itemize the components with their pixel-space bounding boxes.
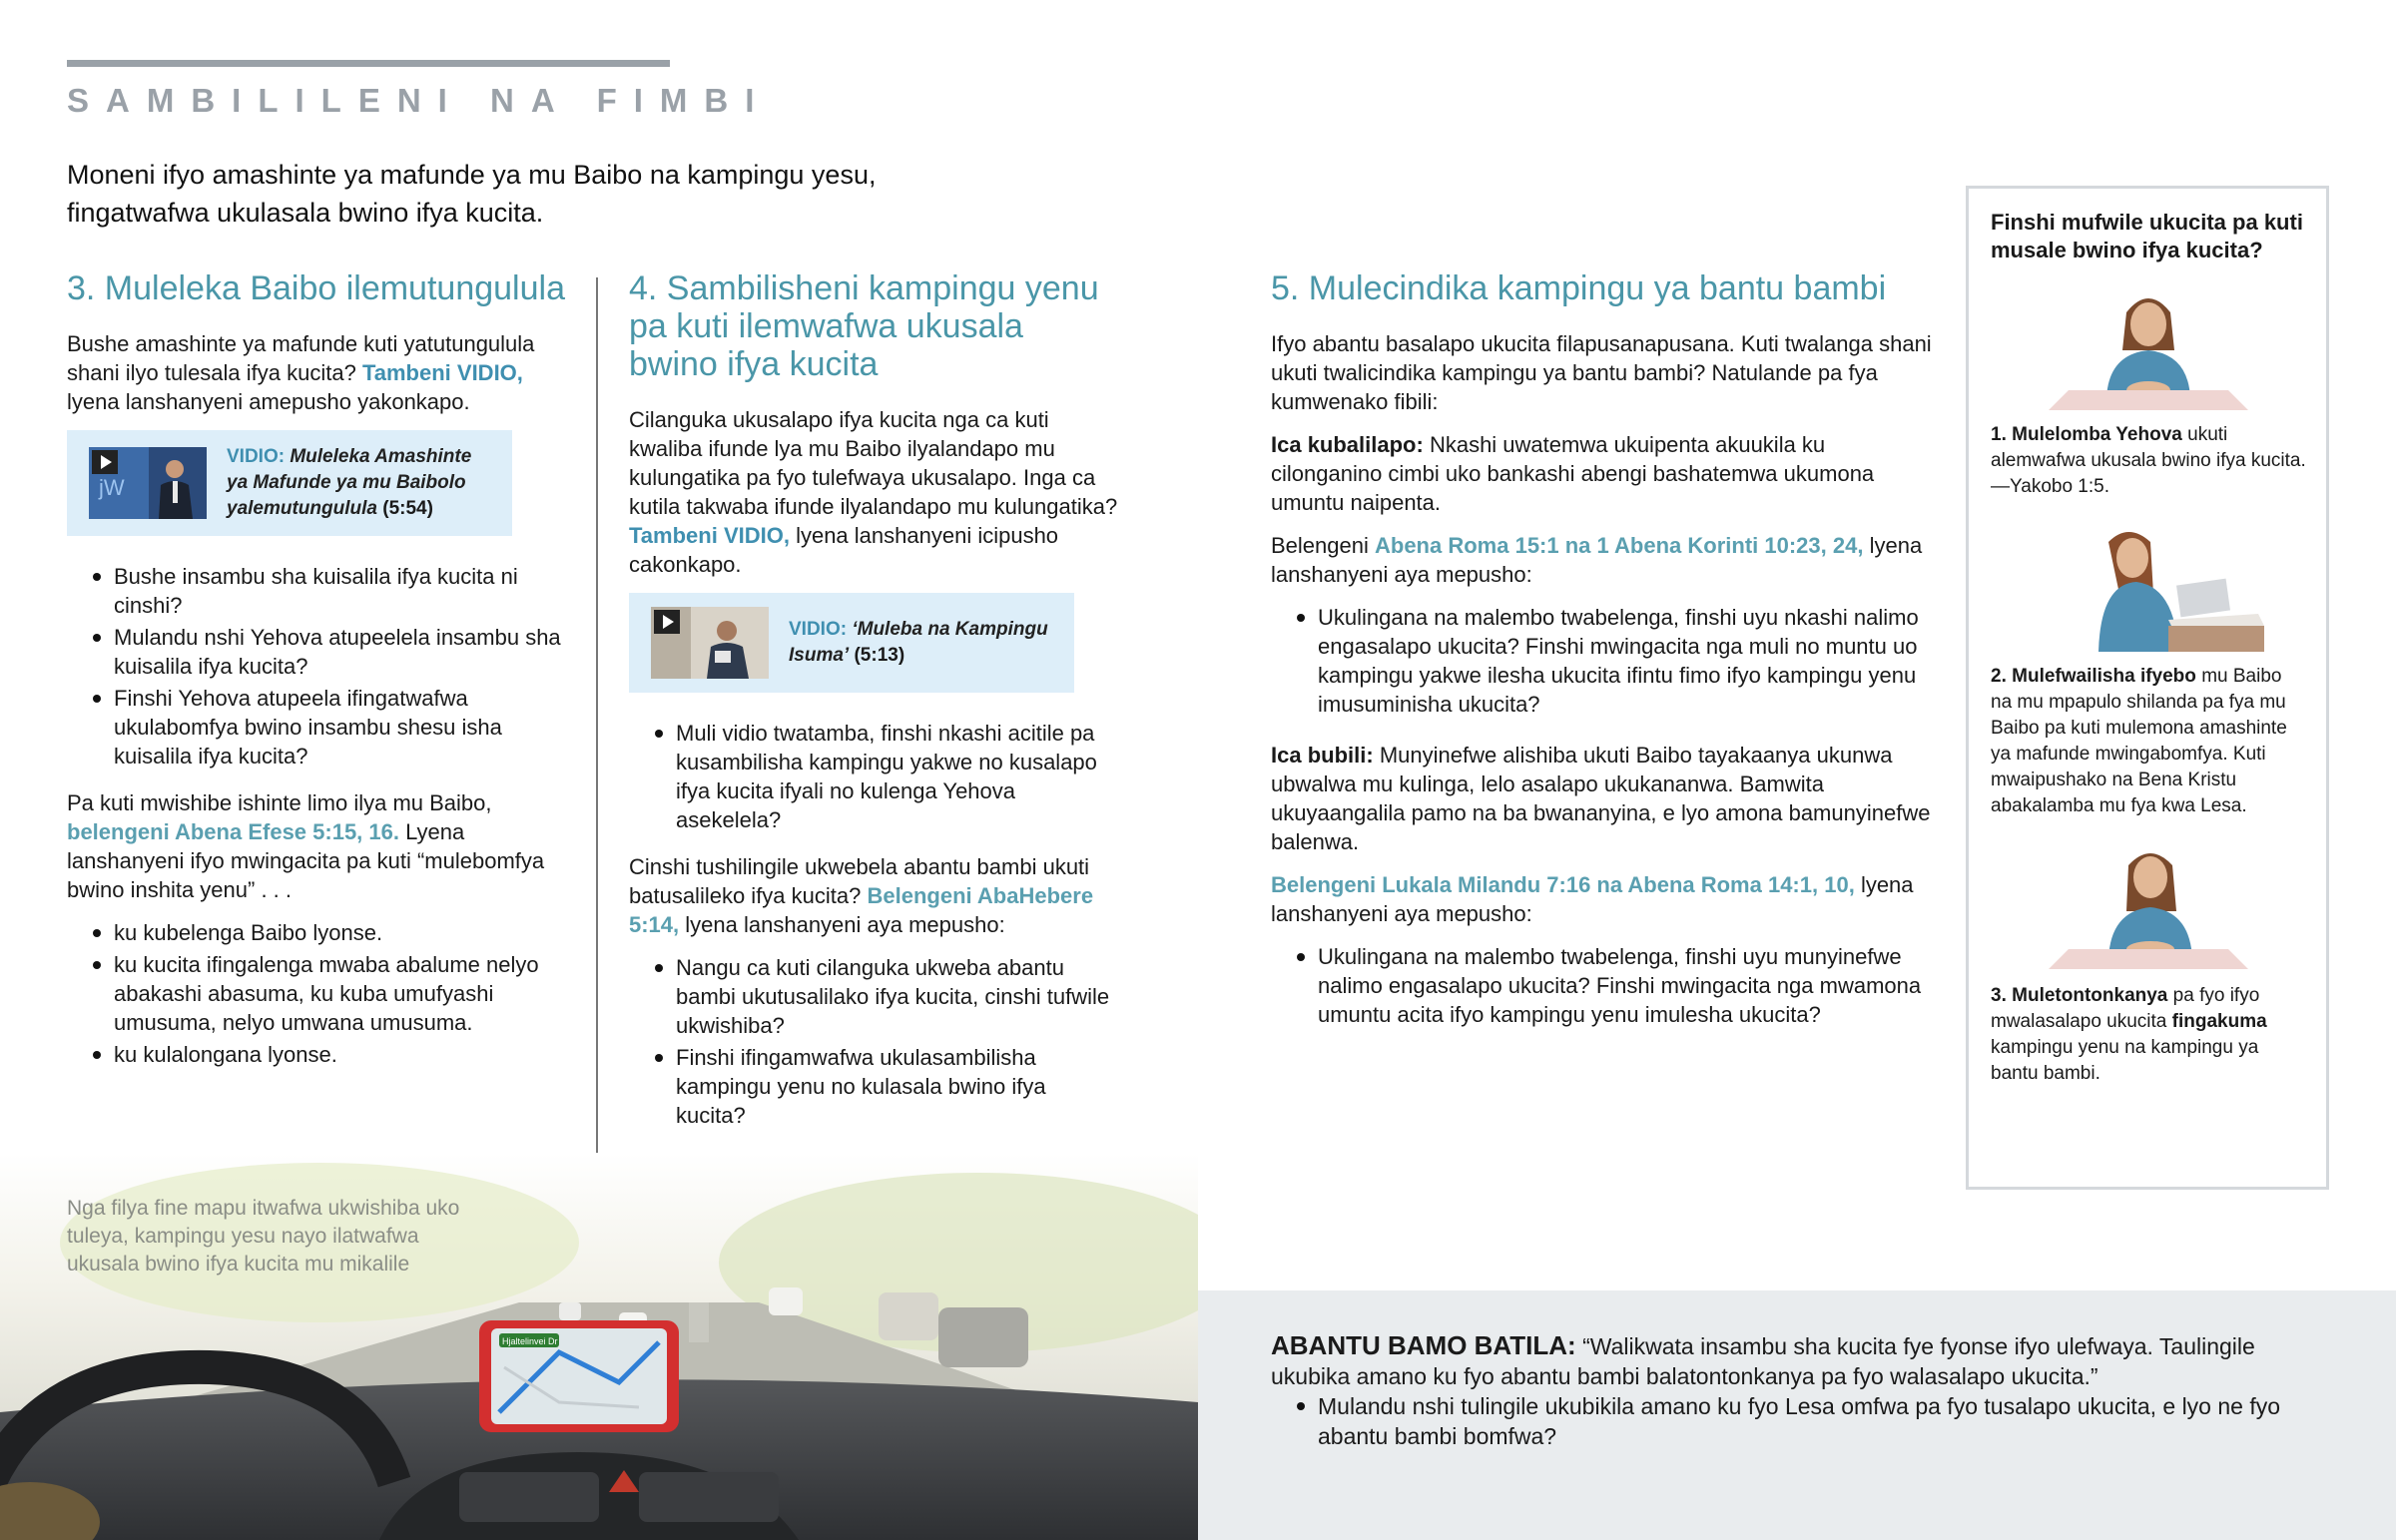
discussion-questions: [629, 953, 1118, 1130]
woman-praying-illustration: [2029, 280, 2268, 410]
list-item: Ukulingana na malembo twabelenga, finshi uyu munyinefwe nalimo engasalapo ukucita? Finshi mwingacita nga mwamona umuntu acita ifyo kampingu yenu imulesha ukucita?: [1271, 942, 1940, 1029]
section-4: [629, 269, 1118, 1142]
scripture-link[interactable]: Belengeni AbaHebere 5:14,: [629, 883, 1094, 937]
phone-map: [479, 1320, 679, 1432]
top-rule: [67, 60, 670, 67]
list-item: Mulandu nshi tulingile ukubikila amano ku fyo Lesa omfwa pa fyo tusalapo ukucita, e lyo ne fyo abantu bambi bomfwa?: [1271, 1391, 2326, 1451]
video-title: ‘Muleba na Kampingu Isuma’: [789, 619, 1048, 666]
list-item: Finshi Yehova atupeela ifingatwafwa ukulabomfya bwino insambu shesu isha kuisalila ifya kucita?: [67, 684, 566, 770]
list-item: ku kulalongana lyonse.: [67, 1040, 566, 1069]
illustration-caption: Nga filya fine mapu itwafwa ukwishiba uko tuleya, kampingu yesu nayo ilatwafwa ukusala bwino ifya kucita mu mikalile: [67, 1197, 460, 1276]
steps-sidebar: [1966, 186, 2329, 1190]
section-5: [1271, 269, 1940, 1041]
objection-questions: [1271, 1391, 2326, 1451]
intro-text: Moneni ifyo amashinte ya mafunde ya mu Baibo na kampingu yesu, fingatwafwa ukulasala bwino ifya kucita.: [67, 160, 877, 228]
video-thumbnail[interactable]: [651, 607, 769, 679]
scripture-link[interactable]: Abena Roma 15:1 na 1 Abena Korinti 10:23, 24,: [1375, 533, 1864, 558]
example-1-questions: [1271, 603, 1940, 719]
example-2: Ica bubili: Munyinefwe alishiba ukuti Baibo tayakaanya ukunwa ubwalwa mu kulinga, lelo asalapo ukukananwa. Bamwita ukuyaangalila pamo na ba bwananyina, e lyo amona bamunyinefwe balenwa.: [1271, 743, 1931, 854]
reading-1: Belengeni Abena Roma 15:1 na 1 Abena Korinti 10:23, 24, lyena lanshanyeni aya mepusho:: [1271, 533, 1923, 587]
section-4-paragraph: Cilanguka ukusalapo ifya kucita nga ca kuti kwaliba ifunde lya mu Baibo ilyalandapo mu kulungatika pa fyo tulefwaya ukusalapo. Inga ca kutila takwaba ifunde ilyalandapo mu kulungatika? Tambeni VIDIO, lyena lanshanyeni icipusho cakonkapo.: [629, 407, 1118, 577]
list-item: Finshi ifingamwafwa ukulasambilisha kampingu yenu no kulasala bwino ifya kucita?: [629, 1043, 1118, 1130]
video-card[interactable]: [629, 593, 1074, 693]
video-caption: VIDIO: Muleleka Amashinte ya Mafunde ya mu Baibolo yalemutungulula (5:54): [227, 446, 472, 519]
list-item: Bushe insambu sha kuisalila ifya kucita ni cinshi?: [67, 562, 566, 620]
video-duration: (5:13): [854, 645, 905, 666]
watch-video-link[interactable]: Tambeni VIDIO,: [629, 523, 790, 548]
video-questions: [629, 719, 1118, 834]
section-kicker: SAMBILILENI NA FIMBI: [67, 82, 772, 119]
sidebar-title: Finshi mufwile ukucita pa kuti musale bwino ifya kucita?: [1991, 210, 2303, 262]
woman-laptop-illustration: [2029, 522, 2268, 652]
svg-text:jW: jW: [99, 475, 125, 500]
thinking-woman-image: [2029, 841, 2268, 971]
list-item: ku kubelenga Baibo lyonse.: [67, 918, 566, 947]
list-item: Mulandu nshi Yehova atupeelela insambu sha kuisalila ifya kucita?: [67, 623, 566, 681]
watch-video-link[interactable]: Tambeni VIDIO,: [361, 360, 523, 385]
list-item: Ukulingana na malembo twabelenga, finshi uyu nkashi nalimo engasalapo ukucita? Finshi mwingacita nga muli no muntu uo kampingu yakwe ilesha ukucita ifintu fimo ifyo kampingu yenu imusuminisha ukucita?: [1271, 603, 1940, 719]
video-caption: VIDIO: ‘Muleba na Kampingu Isuma’ (5:13): [789, 619, 1048, 666]
step-1: 1. Mulelomba Yehova ukuti alemwafwa ukusala bwino ifya kucita. —Yakobo 1:5.: [1991, 424, 2306, 497]
time-list: [67, 918, 566, 1069]
list-item: Nangu ca kuti cilanguka ukweba abantu bambi ukutusalilako ifya kucita, cinshi tufwile ukwishiba?: [629, 953, 1118, 1040]
list-item: ku kucita ifingalenga mwaba abalume nelyo abakashi abasuma, ku kuba umufyashi umusuma, nelyo umwana umusuma.: [67, 950, 566, 1037]
scripture-link[interactable]: belengeni Abena Efese 5:15, 16.: [67, 819, 399, 844]
section-4-heading: 4. Sambilisheni kampingu yenu pa kuti ilemwafwa ukusala bwino ifya kucita: [629, 269, 1099, 383]
woman-thinking-illustration: [2029, 841, 2268, 971]
section-3-paragraph: Bushe amashinte ya mafunde kuti yatutungulula shani ilyo tulesala ifya kucita? Tambeni VIDIO, lyena lanshanyeni amepusho yakonkapo.: [67, 331, 535, 414]
video-card[interactable]: [67, 430, 512, 536]
scripture-link[interactable]: Belengeni Lukala Milandu 7:16 na Abena Roma 14:1, 10,: [1271, 872, 1855, 897]
section-5-intro: Ifyo abantu basalapo ukucita filapusanapusana. Kuti twalanga shani ukuti twalicindika kampingu ya bantu bambi? Natulande pa fya kumwenako fibili:: [1271, 331, 1932, 414]
phone-street-label: Hjaltelinvei Dr: [502, 1336, 558, 1346]
section-3: [67, 269, 566, 1081]
video-thumbnail[interactable]: [89, 447, 207, 519]
video-questions: [67, 562, 566, 770]
list-item: Muli vidio twatamba, finshi nkashi acitile pa kusambilisha kampingu yakwe no kusalapo ifya kucita ifyali no kulenga Yehova asekelela?: [629, 719, 1118, 834]
video-title: Muleleka Amashinte ya Mafunde ya mu Baibolo yalemutungulula: [227, 446, 472, 519]
example-1: Ica kubalilapo: Nkashi uwatemwa ukuipenta akuukila ku cilonganino cimbi uko bankashi abengi bashatemwa ukumona umuntu naipenta.: [1271, 432, 1875, 515]
step-3: 3. Muletontonkanya pa fyo ifyo mwalasalapo ukucita fingakuma kampingu yenu na kampingu ya bantu bambi.: [1991, 985, 2267, 1084]
play-icon[interactable]: [654, 610, 680, 634]
objection-heading: ABANTU BAMO BATILA:: [1271, 1330, 1576, 1360]
example-2-questions: [1271, 942, 1940, 1029]
section-4-paragraph-2: Cinshi tushilingile ukwebela abantu bambi ukuti batusalileko ifya kucita? Belengeni AbaHebere 5:14, lyena lanshanyeni aya mepusho:: [629, 854, 1094, 937]
praying-woman-image: [2029, 280, 2268, 410]
video-duration: (5:54): [382, 498, 433, 519]
studying-woman-image: [2029, 522, 2268, 652]
section-3-heading: 3. Muleleka Baibo ilemutungulula: [67, 269, 565, 307]
step-2: 2. Mulefwailisha ifyebo mu Baibo na mu mpapulo shilanda pa fya mu Baibo pa kuti mulemona amashinte ya mafunde mwingabomfya. Kuti mwaipushako na Bena Kristu abakalamba mu fya kwa Lesa.: [1991, 666, 2287, 816]
section-5-heading: 5. Mulecindika kampingu ya bantu bambi: [1271, 269, 1887, 307]
reading-2: Belengeni Lukala Milandu 7:16 na Abena Roma 14:1, 10, lyena lanshanyeni aya mepusho:: [1271, 872, 1914, 926]
section-3-paragraph-2: Pa kuti mwishibe ishinte limo ilya mu Baibo, belengeni Abena Efese 5:15, 16. Lyena lanshanyeni ifyo mwingacita pa kuti “mulebomfya bwino inshita yenu” . . .: [67, 790, 545, 902]
some-people-say-panel: ABANTU BAMO BATILA: “Walikwata insambu sha kucita fye fyonse ifyo ulefwaya. Taulingile ukubika amano ku fyo abantu bambi balatontonkanya pa fyo walasalapo ukucita.” Mulandu nshi tulingile ukubikila amano ku fyo Lesa omfwa pa fyo tusalapo ukucita, e lyo ne fyo abantu bambi bomfwa?: [1198, 1290, 2396, 1540]
play-icon[interactable]: [92, 450, 118, 474]
column-divider: [596, 277, 598, 1154]
